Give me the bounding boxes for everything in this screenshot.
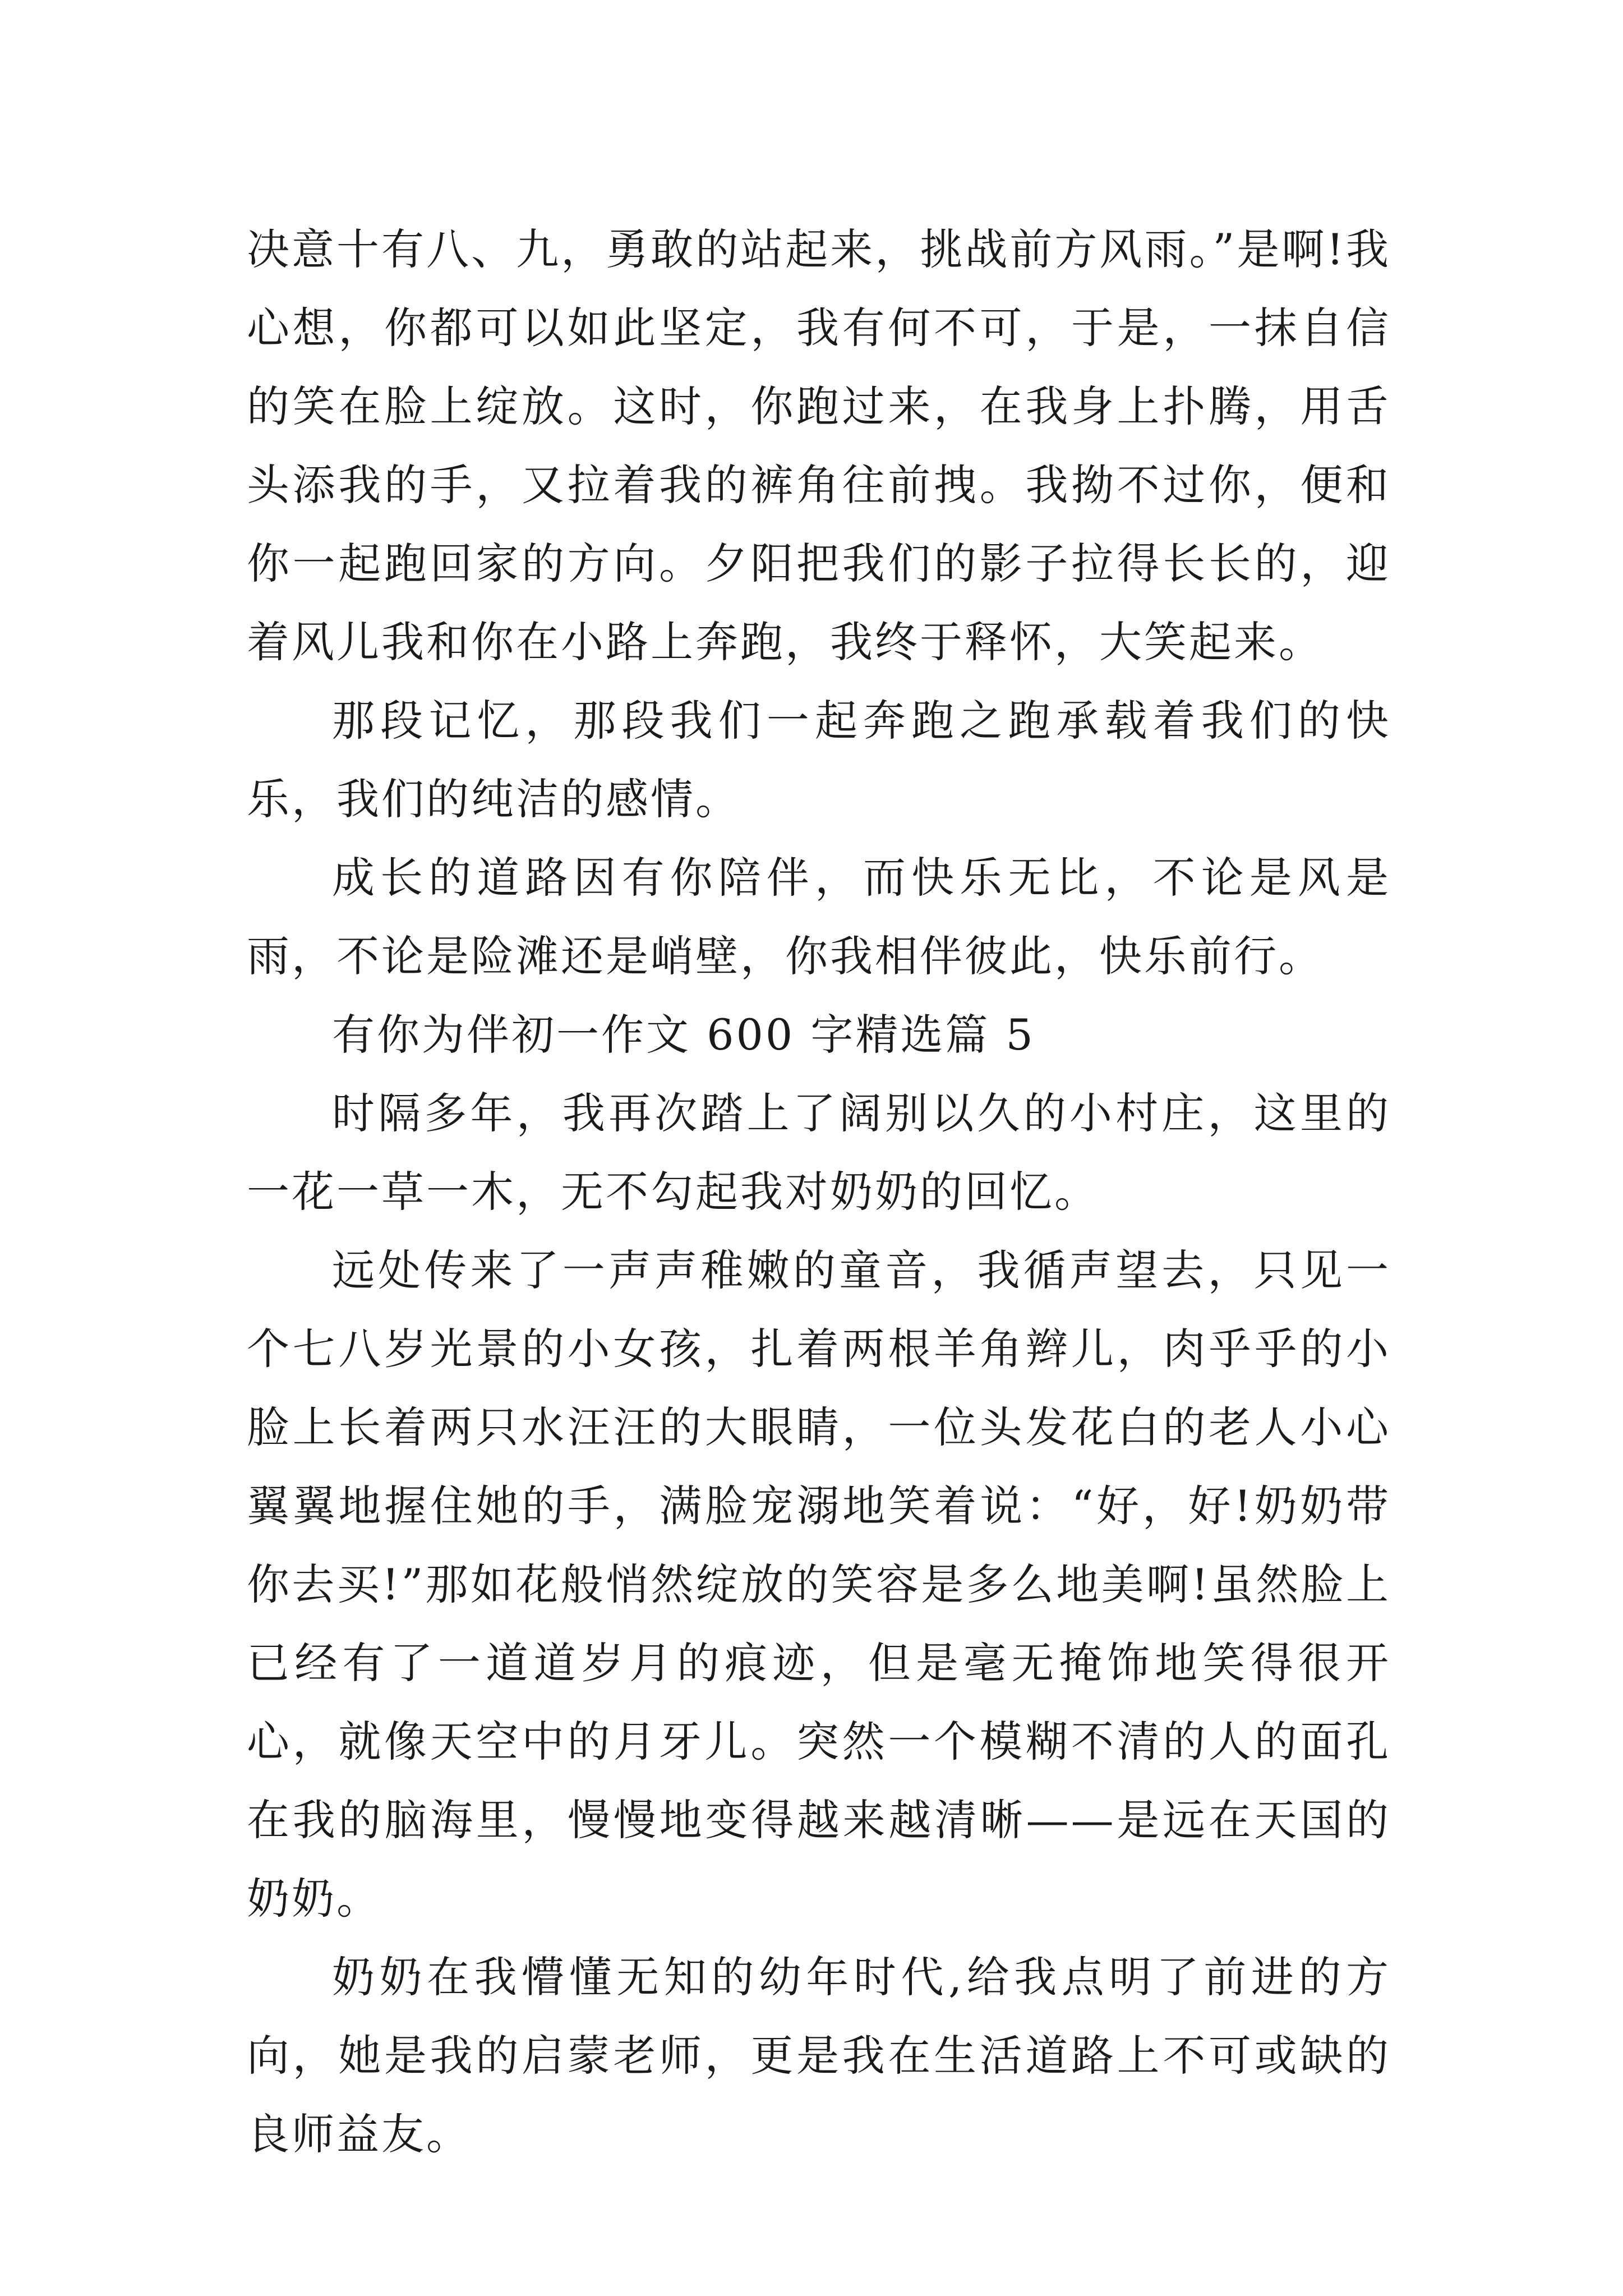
paragraph-grandma-teacher: 奶奶在我懵懂无知的幼年时代,给我点明了前进的方向，她是我的启蒙老师，更是我在生活道路上不可或缺的良师益友。 — [247, 1952, 1391, 2159]
paragraph-growth: 成长的道路因有你陪伴，而快乐无比，不论是风是雨，不论是险滩还是峭壁，你我相伴彼此，快乐前行。 — [247, 853, 1391, 981]
paragraph-grandma-memory: 远处传来了一声声稚嫩的童音，我循声望去，只见一个七八岁光景的小女孩，扎着两根羊角辫儿，肉乎乎的小脸上长着两只水汪汪的大眼睛，一位头发花白的老人小心翼翼地握住她的手，满脸宠溺地笑着说：“好，好!奶奶带你去买!”那如花般悄然绽放的笑容是多么地美啊!虽然脸上已经有了一道道岁月的痕迹，但是毫无掩饰地笑得很开心，就像天空中的月牙儿。突然一个模糊不清的人的面孔在我的脑海里，慢慢地变得越来越清晰——是远在天国的奶奶。 — [247, 1245, 1391, 1924]
paragraph-memory: 那段记忆，那段我们一起奔跑之跑承载着我们的快乐，我们的纯洁的感情。 — [247, 696, 1391, 824]
paragraph-village: 时隔多年，我再次踏上了阔别以久的小村庄，这里的一花一草一木，无不勾起我对奶奶的回忆。 — [247, 1088, 1391, 1217]
paragraph-continuation: 决意十有八、九，勇敢的站起来，挑战前方风雨。”是啊!我心想，你都可以如此坚定，我有何不可，于是，一抹自信的笑在脸上绽放。这时，你跑过来，在我身上扑腾，用舌头添我的手，又拉着我的裤角往前拽。我拗不过你，便和你一起跑回家的方向。夕阳把我们的影子拉得长长的，迎着风儿我和你在小路上奔跑，我终于释怀，大笑起来。 — [247, 224, 1391, 667]
article-body — [247, 210, 1391, 2174]
section-heading: 有你为伴初一作文 600 字精选篇 5 — [332, 1010, 1035, 1060]
